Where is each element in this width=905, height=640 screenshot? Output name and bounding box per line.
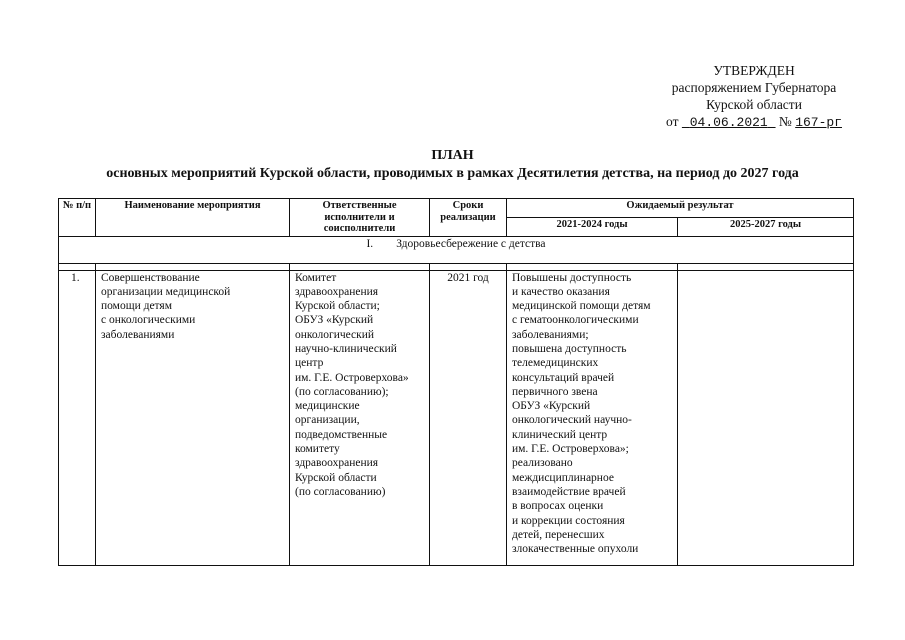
section-heading: [59, 236, 854, 263]
row-name: Совершенствование организации медицинской помощи детям с онкологическими заболеваниями: [96, 270, 290, 565]
header-deadline: Сроки реализации: [430, 199, 507, 237]
section-title: Здоровьесбережение с детства: [396, 237, 546, 250]
section-number: I.: [366, 237, 374, 250]
row-responsible: Комитет здравоохранения Курской области; ОБУЗ «Курский онкологический научно-клинический центр им. Г.Е. Островерхова» (по согласованию); медицинские организации, подведомственные комитету здравоохранения Курской области (по согласованию): [290, 270, 430, 565]
approval-block: [666, 62, 842, 131]
table-header-row: [59, 199, 854, 218]
approval-number-label: №: [778, 114, 792, 129]
spacer-row: [59, 263, 854, 270]
approval-line1: распоряжением Губернатора: [671, 80, 837, 95]
approval-number: 167-рг: [795, 115, 842, 130]
table-row: [59, 270, 854, 565]
header-name: Наименование мероприятия: [96, 199, 290, 237]
row-num: 1.: [59, 270, 96, 565]
page-title: ПЛАН: [431, 148, 474, 163]
header-period-2025-2027: 2025-2027 годы: [678, 217, 854, 236]
approval-from-label: от: [666, 114, 679, 129]
plan-table: [58, 198, 854, 566]
row-deadline: 2021 год: [430, 270, 507, 565]
header-responsible: Ответственные исполнители и соисполнители: [290, 199, 430, 237]
header-expected: Ожидаемый результат: [507, 199, 854, 218]
header-num: № п/п: [59, 199, 96, 237]
row-result-2021-2024: Повышены доступность и качество оказания медицинской помощи детям с гематоонкологическими заболеваниями; повышена доступность телемедицинских консультаций врачей первичного звена ОБУЗ «Курский онкологический научно- клинический центр им. Г.Е. Островерхова»; реализовано междисциплинарное взаимодействие врачей в вопросах оценки и коррекции состояния детей, перенесших злокачественные опухоли: [507, 270, 678, 565]
header-period-2021-2024: 2021-2024 годы: [507, 217, 678, 236]
approval-line2: Курской области: [706, 97, 802, 112]
approval-date: 04.06.2021: [689, 115, 768, 130]
page-subtitle: основных мероприятий Курской области, проводимых в рамках Десятилетия детства, на период до 2027 года: [106, 166, 799, 181]
approval-date-line: [666, 113, 842, 131]
approval-status: УТВЕРЖДЕН: [713, 63, 795, 78]
section-row: [59, 236, 854, 263]
row-result-2025-2027: [678, 270, 854, 565]
